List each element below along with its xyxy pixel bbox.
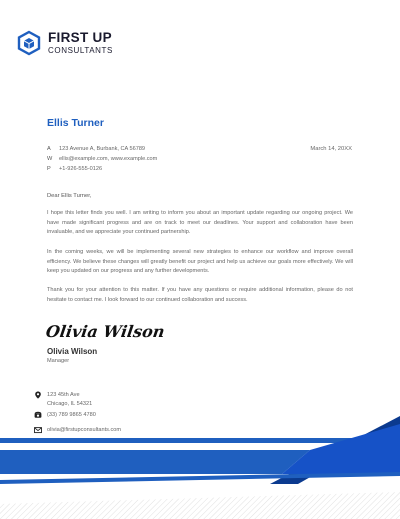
- footer-email[interactable]: olivia@firstupconsultants.com: [47, 427, 122, 433]
- paragraph-3: Thank you for your attention to this matter. If you have any questions or require additional information, please do not hesitate to contact me. I look forward to our continued collaboration and success.: [47, 287, 353, 303]
- letter-date: March 14, 20XX: [310, 146, 352, 152]
- thick-blue-stripe: [0, 450, 310, 474]
- paragraph-2: In the coming weeks, we will be implementing several new strategies to enhance our workflow and improve overall efficiency. We believe these changes will greatly benefit our project and help us achieve our goals more effectively. We will keep you updated on our progress and any further developments.: [47, 249, 353, 275]
- handwritten-signature: Olivia Wilson: [44, 322, 166, 341]
- sender-address: [47, 146, 145, 152]
- company-logo: [16, 30, 113, 56]
- web-text[interactable]: ellis@example.com, www.example.com: [59, 156, 158, 162]
- sender-web: [47, 156, 157, 162]
- phone-label: P: [47, 166, 51, 172]
- company-subtitle: CONSULTANTS: [48, 45, 113, 55]
- blue-right-slab: [282, 424, 400, 474]
- location-pin-icon: [34, 391, 42, 399]
- signer-title: Manager: [47, 358, 70, 364]
- web-label: W: [47, 156, 53, 162]
- address-text: 123 Avenue A, Burbank, CA 56789: [59, 146, 146, 152]
- company-name: FIRST UP: [48, 30, 112, 46]
- sender-phone: [47, 166, 102, 172]
- decorative-stripes: [0, 400, 400, 519]
- salutation: Dear Ellis Turner,: [47, 193, 92, 199]
- logo-cube-icon: [16, 30, 42, 56]
- address-label: A: [47, 146, 51, 152]
- thin-blue-stripe: [0, 438, 370, 443]
- paragraph-1: I hope this letter finds you well. I am writing to inform you about an important update regarding our ongoing project. We have made significant progress and are on track to meet our deadlines. Your support and collaboration have been invaluable, and we appreciate your continued partnership.: [47, 210, 353, 236]
- sender-name: Ellis Turner: [47, 117, 104, 129]
- footer-address-line2: Chicago, IL 54321: [47, 400, 93, 407]
- hatched-band: [0, 492, 400, 519]
- signer-name: Olivia Wilson: [47, 347, 98, 356]
- phone-text: +1-926-555-0126: [59, 166, 103, 172]
- footer-address-line1: 123 45th Ave: [47, 392, 80, 398]
- footer-phone: (33) 789 9865 4780: [47, 412, 96, 418]
